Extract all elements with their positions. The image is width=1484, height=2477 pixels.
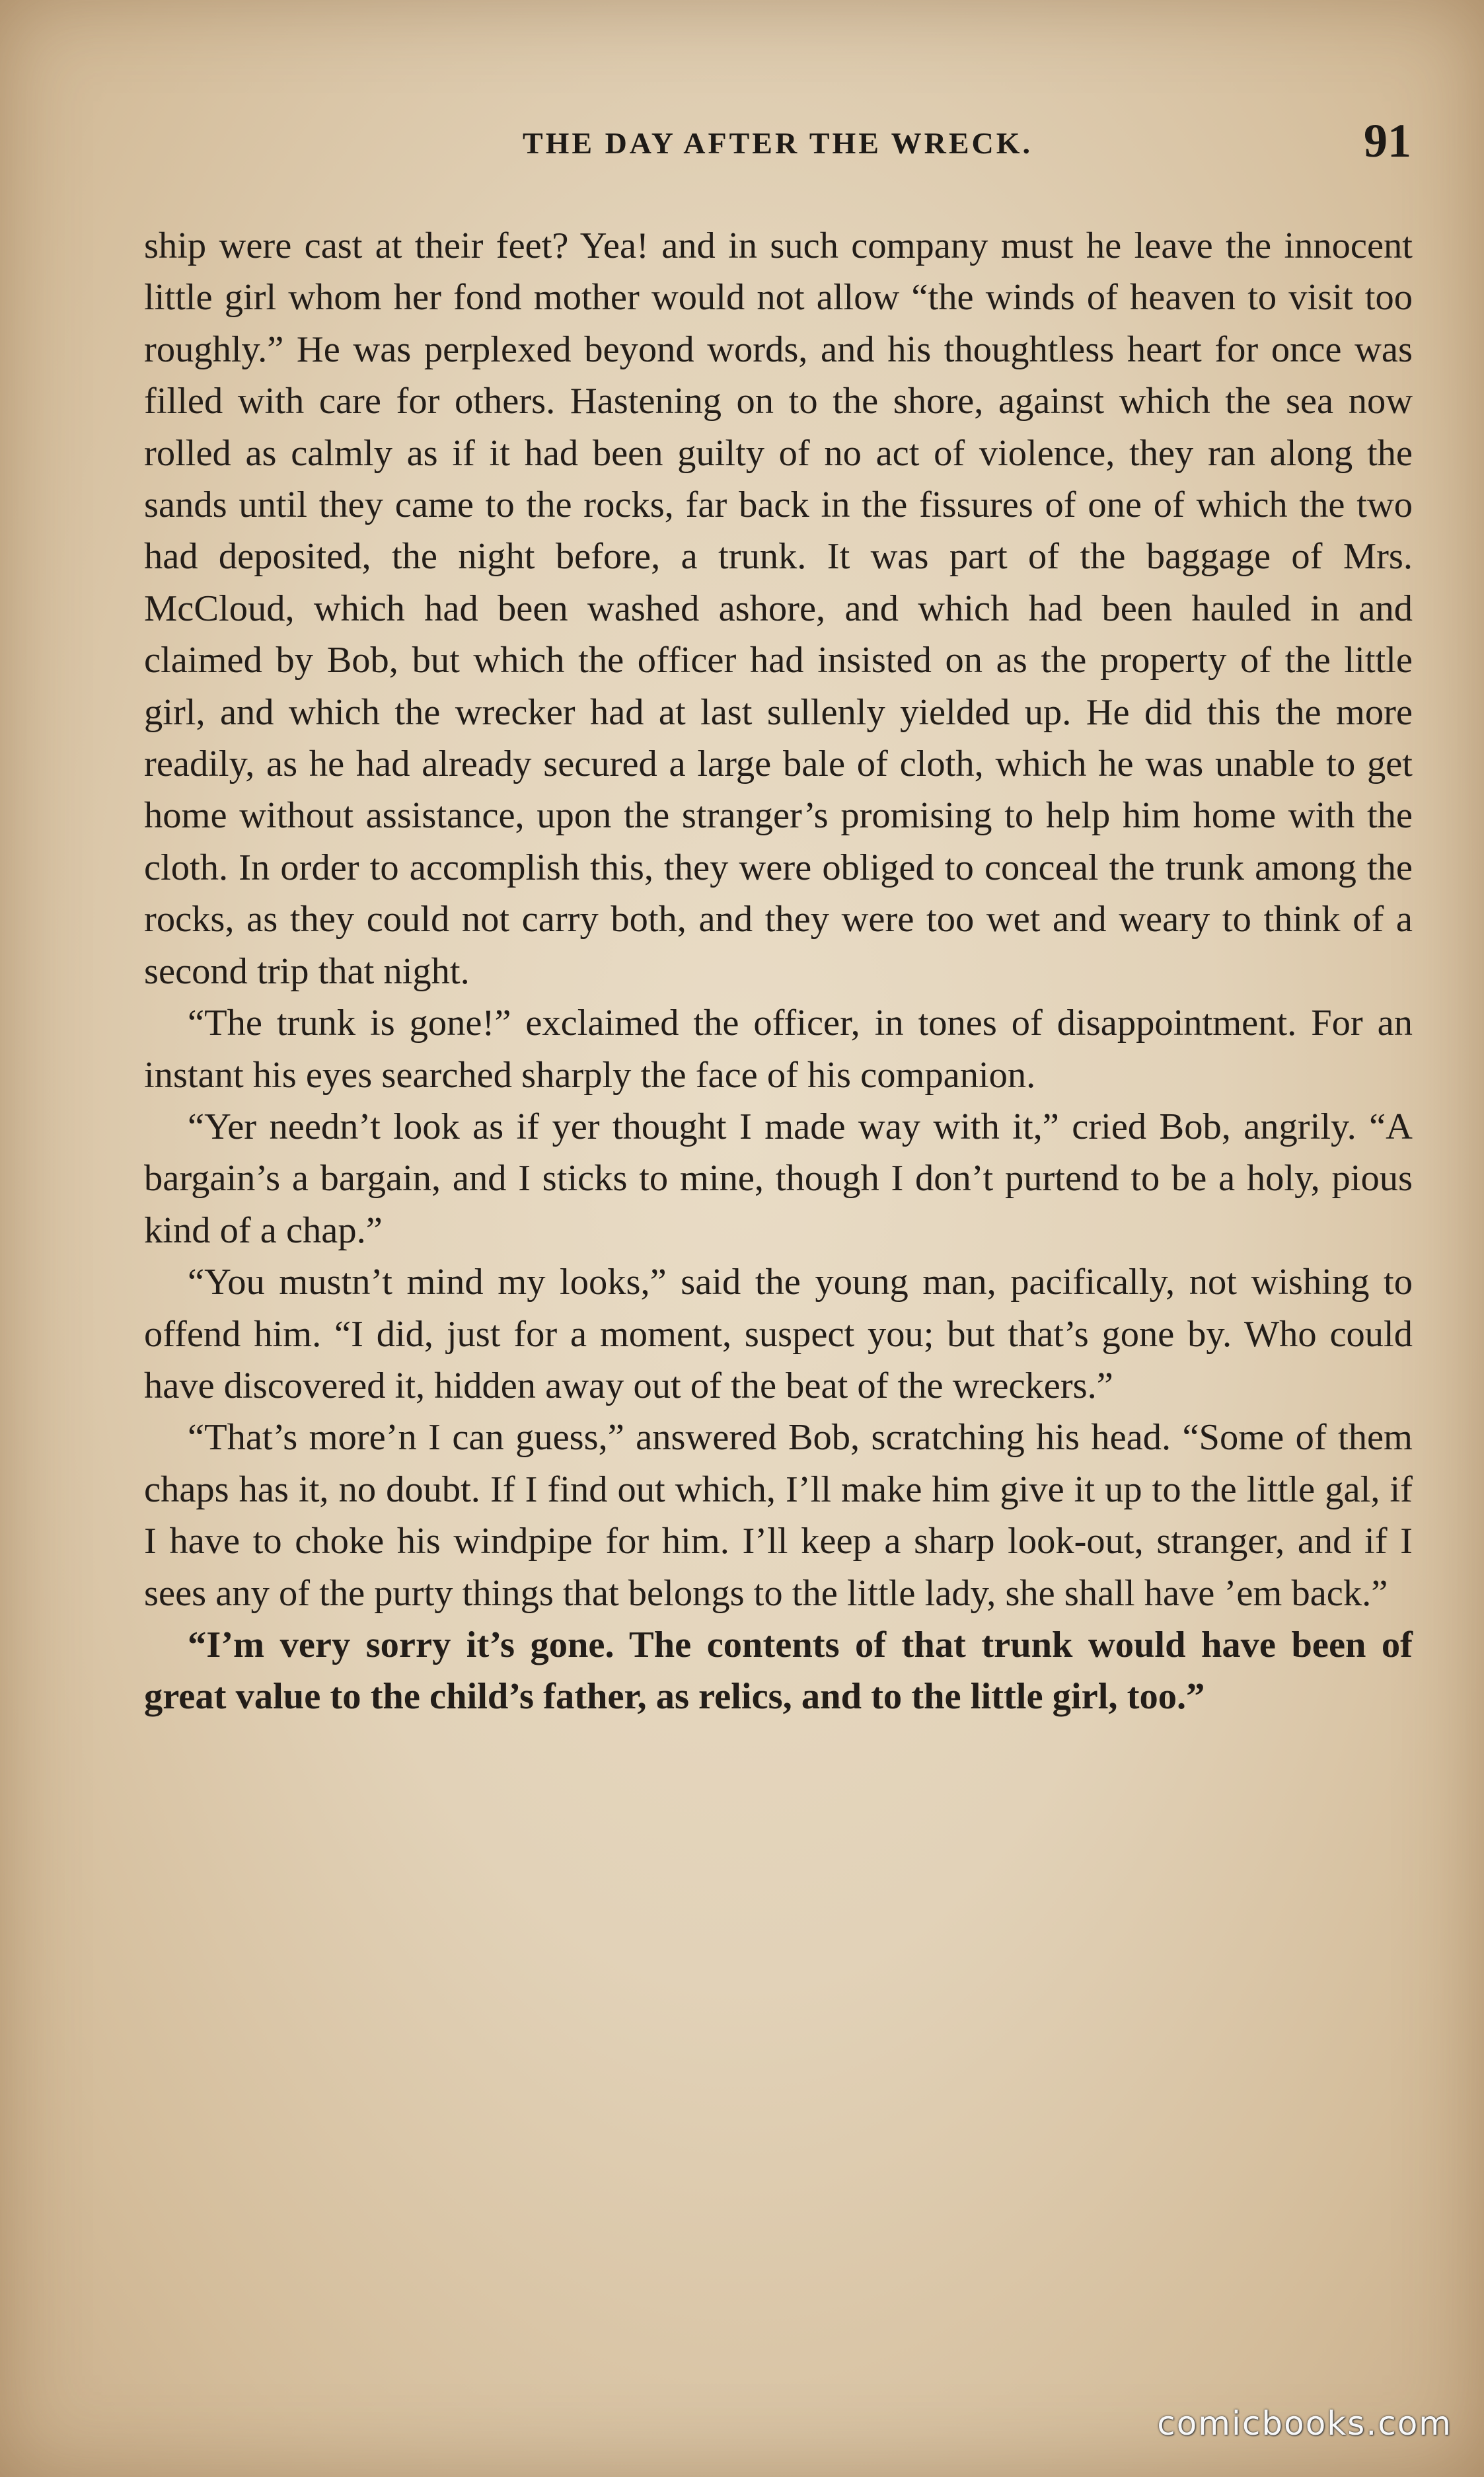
paragraph-5: “That’s more’n I can guess,” answered Bob, scratching his head. “Some of them chaps has it, no doubt. If I find out which, I’ll make him give it up to the little gal, if I have to choke his windpipe for him. I’ll keep a sharp look-out, stranger, and if I sees any of the purty things that belongs to the little lady, she shall have ’em back.” [144, 1417, 1413, 1614]
running-title: THE DAY AFTER THE WRECK. [522, 126, 1033, 160]
paragraph-2: “The trunk is gone!” exclaimed the officer, in tones of disappointment. For an instant his eyes searched sharply the face of his companion. [144, 1003, 1413, 1096]
page-header [144, 114, 1411, 173]
page-number: 91 [1364, 114, 1411, 167]
paragraph-3: “Yer needn’t look as if yer thought I made way with it,” cried Bob, angrily. “A bargain’s a bargain, and I sticks to mine, though I don’t purtend to be a holy, pious kind of a chap.” [144, 1106, 1413, 1251]
watermark: comicbooks.com [1157, 2404, 1452, 2443]
body-text [144, 220, 1413, 1723]
paragraph-1: ship were cast at their feet? Yea! and in such company must he leave the innocent little girl whom her fond mother would not allow “the winds of heaven to visit too roughly.” He was perplexed beyond words, and his thoughtless heart for once was filled with care for others. Hastening on to the shore, against which the sea now rolled as calmly as if it had been guilty of no act of violence, they ran along the sands until they came to the rocks, far back in the fissures of one of which the two had deposited, the night before, a trunk. It was part of the baggage of Mrs. McCloud, which had been washed ashore, and which had been hauled in and claimed by Bob, but which the officer had insisted on as the property of the little girl, and which the wrecker had at last sullenly yielded up. He did this the more readily, as he had already secured a large bale of cloth, which he was unable to get home without assistance, upon the stranger’s promising to help him home with the cloth. In order to accomplish this, they were obliged to conceal the trunk among the rocks, as they could not carry both, and they were too wet and weary to think of a second trip that night. [144, 225, 1413, 992]
paragraph-4: “You mustn’t mind my looks,” said the young man, pacifically, not wishing to offend him. “I did, just for a moment, suspect you; but that’s gone by. Who could have discovered it, hidden away out of the beat of the wreckers.” [144, 1262, 1413, 1406]
paragraph-6: “I’m very sorry it’s gone. The contents of that trunk would have been of great value to the child’s father, as relics, and to the little girl, too.” [144, 1624, 1413, 1718]
